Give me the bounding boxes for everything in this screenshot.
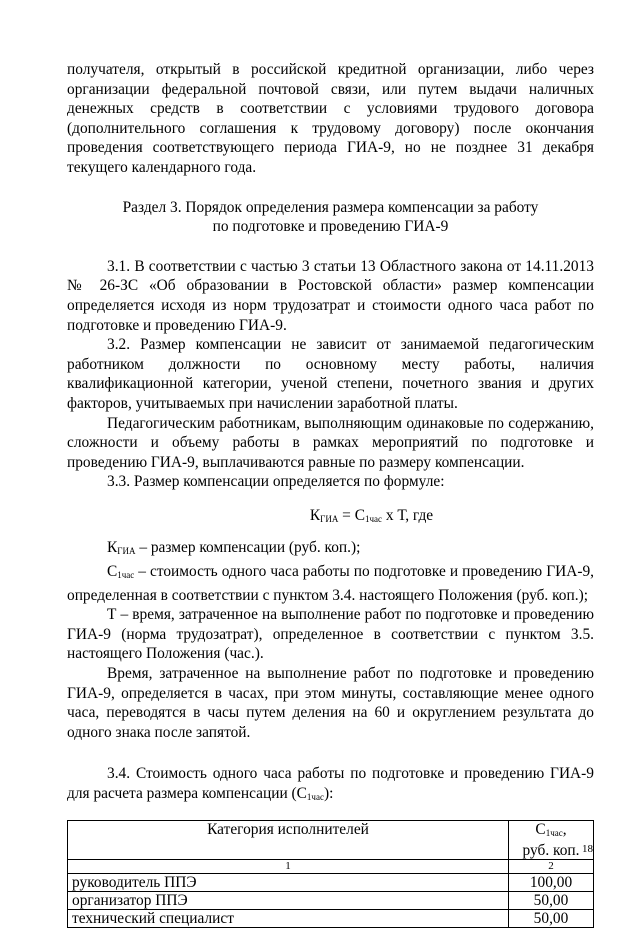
column-number-1: 1 bbox=[68, 859, 509, 873]
header-cost-subscript: 1час bbox=[545, 827, 563, 838]
table-row bbox=[68, 873, 594, 891]
header-cost-letter: С bbox=[535, 820, 546, 838]
paragraph-3-2: 3.2. Размер компенсации не зависит от занимаемой педагогическим работником должности по основному месту работы, наличия квалификационной категории, ученой степени, почетного звания и других факторов, учитываемых при начислении заработной платы. bbox=[67, 336, 594, 412]
intro-paragraph: получателя, открытый в российской кредитной организации, либо через организации федеральной почтовой связи, или путем выдачи наличных денежных средств в соответствии с условиями трудового договора (дополнительного соглашения к трудовому договору) после окончания проведения соответствующего периода ГИА-9, но не позднее 31 декабря текущего календарного года. bbox=[67, 61, 594, 176]
paragraph-3-4-tail: ): bbox=[323, 785, 334, 802]
paragraph-3-4-subscript: 1час bbox=[306, 792, 324, 802]
page-content bbox=[67, 60, 594, 928]
definition-c-text: – стоимость одного часа работы по подготовке и проведению ГИА-9, определенная в соответствии с пунктом 3.4. настоящего Положения (руб. коп.); bbox=[67, 563, 594, 604]
paragraph-3-3: 3.3. Размер компенсации определяется по формуле: bbox=[107, 473, 445, 491]
paragraph-3-1: 3.1. В соответствии с частью 3 статьи 13 Областного закона от 14.11.2013 № 26-ЗС «Об образовании в Ростовской области» размер компенсации определяется исходя из норм трудозатрат и стоимости одного часа работ по подготовке и проведению ГИА-9. bbox=[67, 257, 594, 334]
row-category: технический специалист bbox=[68, 909, 509, 927]
header-cost-line2: руб. коп. bbox=[522, 841, 580, 859]
definition-c-subscript: 1час bbox=[117, 570, 135, 581]
header-cost-tail: , bbox=[562, 820, 567, 838]
section-title bbox=[67, 198, 594, 237]
compensation-table bbox=[67, 820, 594, 928]
formula-k-subscript: ГИА bbox=[320, 513, 339, 524]
compensation-formula bbox=[149, 506, 594, 530]
row-category: руководитель ППЭ bbox=[68, 873, 509, 891]
definition-k-text: – размер компенсации (руб. коп.); bbox=[135, 539, 361, 557]
header-cost bbox=[509, 820, 594, 859]
header-cost-line1 bbox=[513, 821, 589, 842]
table-number-row bbox=[68, 859, 594, 873]
definition-t: Т – время, затраченное на выполнение работ по подготовке и проведению ГИА-9 (норма трудозатрат), определенное в соответствии с пунктом 3.5. настоящего Положения (час.). bbox=[67, 606, 594, 663]
table-row bbox=[68, 891, 594, 909]
paragraph-time: Время, затраченное на выполнение работ по подготовке и проведению ГИА-9, определяется в часах, при этом минуты, составляющие менее одного часа, переводятся в часы путем деления на 60 и округлением результата до одного знака после запятой. bbox=[67, 665, 594, 741]
definition-k-letter: К bbox=[107, 539, 118, 557]
table-header-row bbox=[68, 820, 594, 859]
page-number: 18 bbox=[582, 843, 593, 855]
row-value: 50,00 bbox=[509, 909, 594, 927]
row-value: 100,00 bbox=[509, 873, 594, 891]
paragraph-gap bbox=[67, 742, 594, 764]
column-number-2: 2 bbox=[509, 859, 594, 873]
formula-k: К bbox=[309, 506, 321, 524]
formula-eq: = С bbox=[338, 506, 365, 524]
formula-rest: х Т, где bbox=[381, 506, 434, 524]
paragraph-3-4-text: 3.4. Стоимость одного часа работы по подготовке и проведению ГИА-9 для расчета размера компенсации (С bbox=[67, 765, 594, 802]
row-category: организатор ППЭ bbox=[68, 891, 509, 909]
section-title-line2: по подготовке и проведению ГИА-9 bbox=[212, 218, 449, 236]
table-row bbox=[68, 909, 594, 927]
header-category: Категория исполнителей bbox=[68, 820, 509, 859]
row-value: 50,00 bbox=[509, 891, 594, 909]
definition-k bbox=[67, 538, 594, 562]
paragraph-equal-compensation: Педагогическим работникам, выполняющим одинаковые по содержанию, сложности и объему работы в рамках мероприятий по подготовке и проведению ГИА-9, выплачиваются равные по размеру компенсации. bbox=[67, 414, 594, 471]
formula-c-subscript: 1час bbox=[364, 513, 382, 524]
definition-c-letter: С bbox=[107, 563, 118, 581]
definition-k-subscript: ГИА bbox=[117, 546, 136, 557]
definition-c bbox=[67, 562, 594, 605]
paragraph-3-4 bbox=[67, 764, 594, 807]
section-title-line1: Раздел 3. Порядок определения размера компенсации за работу bbox=[122, 198, 539, 216]
